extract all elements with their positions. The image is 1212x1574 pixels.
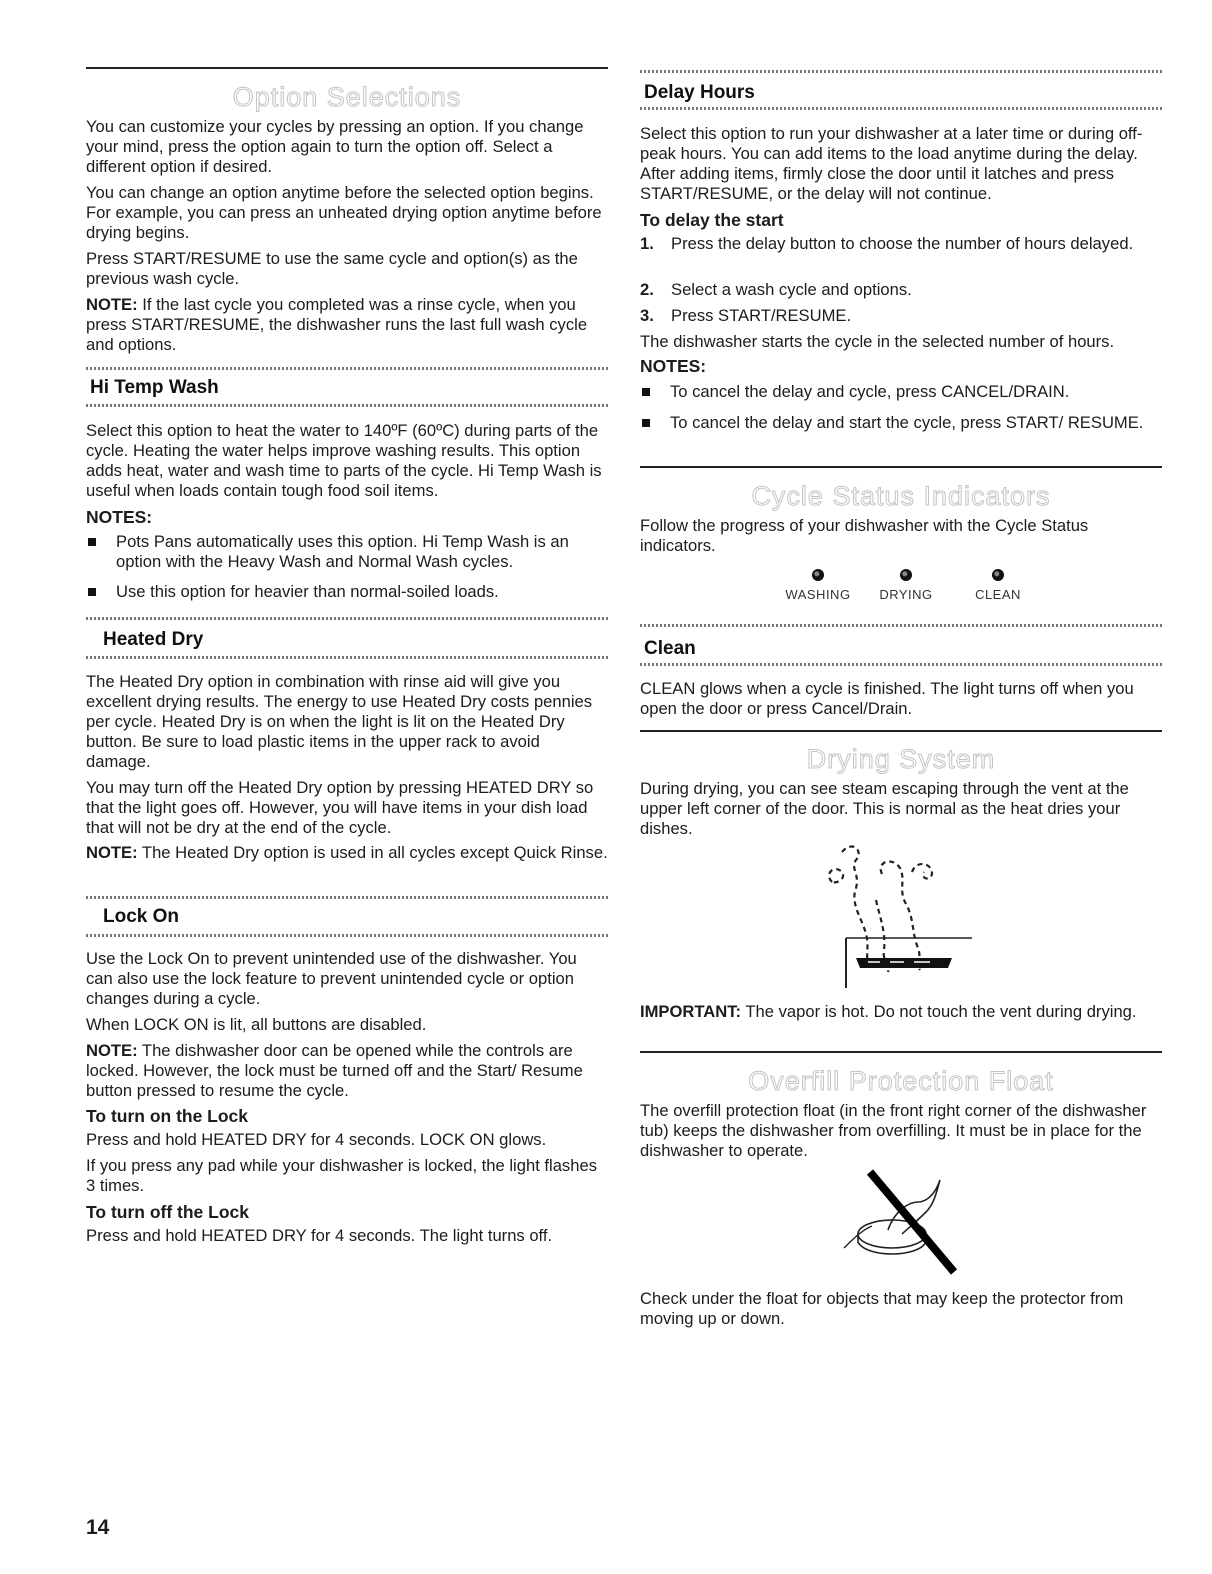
step-text: Press START/RESUME.	[671, 306, 852, 325]
option-selections-p3: Press START/RESUME to use the same cycle and option(s) as the previous wash cycle.	[86, 249, 578, 288]
delay-hours-p2: The dishwasher starts the cycle in the selected number of hours.	[640, 332, 1115, 351]
turn-on-lock-heading: To turn on the Lock	[86, 1106, 249, 1126]
heated-dry-p1: The Heated Dry option in combination with rinse aid will give you excellent drying results. The energy to use Heated Dry costs pennies per cycle. Heated Dry is on when the light is lit on the Heated Dry button. Be sure to load plastic items in the upper rack to avoid damage.	[86, 672, 593, 771]
step-number: 3.	[640, 306, 654, 325]
indicator-light-icon	[812, 569, 824, 581]
dotted-rule	[86, 896, 608, 899]
page-number: 14	[86, 1516, 110, 1539]
indicator-washing	[778, 569, 858, 602]
important-label: IMPORTANT:	[640, 1002, 742, 1021]
turn-on-lock-p2: If you press any pad while your dishwasher is locked, the light flashes 3 times.	[86, 1156, 597, 1195]
dotted-rule	[640, 107, 1162, 110]
bullet-square	[88, 588, 96, 596]
option-selections-note	[86, 295, 608, 355]
drying-system-p1: During drying, you can see steam escaping through the vent at the upper left corner of the door. This is normal as the heat dries your dishes.	[640, 779, 1129, 838]
lock-on-p2: When LOCK ON is lit, all buttons are disabled.	[86, 1015, 427, 1034]
lock-on-note	[86, 1041, 608, 1101]
delay-hours-p1: Select this option to run your dishwasher at a later time or during off-peak hours. You can add items to the load anytime during the delay. After adding items, firmly close the door until it latches and press START/RESUME, or the delay will not continue.	[640, 124, 1143, 203]
indicator-label: WASHING	[785, 587, 851, 602]
dotted-rule	[86, 617, 608, 620]
turn-off-lock-p1: Press and hold HEATED DRY for 4 seconds. The light turns off.	[86, 1226, 553, 1245]
clean-title: Clean	[644, 638, 696, 659]
heated-dry-title: Heated Dry	[103, 629, 204, 650]
note-text: If the last cycle you completed was a rinse cycle, when you press START/RESUME, the dishwasher runs the last full wash cycle and options.	[86, 295, 588, 354]
dotted-rule	[640, 663, 1162, 666]
lock-on-title: Lock On	[103, 906, 180, 927]
overfill-p2: Check under the float for objects that may keep the protector from moving up or down.	[640, 1289, 1124, 1328]
overfill-title: Overfill Protection Float	[748, 1066, 1054, 1096]
clean-p1: CLEAN glows when a cycle is finished. The light turns off when you open the door or press Cancel/Drain.	[640, 679, 1134, 718]
indicator-light-icon	[992, 569, 1004, 581]
step-number: 1.	[640, 234, 654, 253]
dotted-rule	[640, 70, 1162, 73]
option-selections-title: Option Selections	[232, 82, 462, 112]
note-text: The Heated Dry option is used in all cycles except Quick Rinse.	[137, 843, 608, 862]
turn-on-lock-p1: Press and hold HEATED DRY for 4 seconds. LOCK ON glows.	[86, 1130, 547, 1149]
bullet-text: To cancel the delay and start the cycle, press START/ RESUME.	[670, 413, 1144, 432]
hi-temp-notes-label: NOTES:	[86, 507, 153, 527]
option-selections-p1: You can customize your cycles by pressing an option. If you change your mind, press the option again to turn the option off. Select a different option if desired.	[86, 117, 584, 176]
indicator-light-icon	[900, 569, 912, 581]
drying-important	[640, 1002, 1162, 1022]
steam-vent-illustration	[820, 838, 980, 998]
option-selections-p2: You can change an option anytime before the selected option begins. For example, you can press an unheated drying option anytime before drying begins.	[86, 183, 602, 242]
lock-on-p1: Use the Lock On to prevent unintended use of the dishwasher. You can also use the lock feature to prevent unintended cycle or option changes during a cycle.	[86, 949, 577, 1008]
section-rule	[640, 1051, 1162, 1053]
dotted-rule	[86, 367, 608, 370]
cycle-status-p1: Follow the progress of your dishwasher with the Cycle Status indicators.	[640, 516, 1089, 555]
note-label: NOTE:	[86, 1041, 138, 1060]
bullet-square	[642, 419, 650, 427]
note-label: NOTE:	[86, 295, 138, 314]
section-rule	[640, 466, 1162, 468]
drying-system-title: Drying System	[806, 744, 996, 774]
bullet-square	[642, 388, 650, 396]
turn-off-lock-heading: To turn off the Lock	[86, 1202, 249, 1222]
bullet-text: Use this option for heavier than normal-soiled loads.	[116, 582, 499, 601]
step-text: Press the delay button to choose the number of hours delayed.	[671, 234, 1134, 253]
dotted-rule	[86, 934, 608, 937]
top-rule	[86, 67, 608, 69]
dotted-rule	[86, 656, 608, 659]
indicator-label: CLEAN	[975, 587, 1021, 602]
dotted-rule	[86, 404, 608, 407]
overfill-float-illustration	[836, 1168, 966, 1280]
indicator-label: DRYING	[879, 587, 933, 602]
note-label: NOTE:	[86, 843, 138, 862]
delay-notes-label: NOTES:	[640, 356, 707, 376]
heated-dry-note	[86, 843, 608, 863]
bullet-text: To cancel the delay and cycle, press CANCEL/DRAIN.	[670, 382, 1070, 401]
heated-dry-p2: You may turn off the Heated Dry option by pressing HEATED DRY so that the light goes off. However, you will have items in your dish load that will not be dry at the end of the cycle.	[86, 778, 594, 837]
section-rule	[640, 730, 1162, 732]
bullet-square	[88, 538, 96, 546]
hi-temp-wash-title: Hi Temp Wash	[90, 377, 219, 398]
cycle-status-title: Cycle Status Indicators	[751, 481, 1051, 511]
overfill-p1: The overfill protection float (in the front right corner of the dishwasher tub) keeps the dishwasher from overfilling. It must be in place for the dishwasher to operate.	[640, 1101, 1147, 1160]
indicator-clean	[958, 569, 1038, 602]
delay-start-heading: To delay the start	[640, 210, 784, 230]
step-number: 2.	[640, 280, 654, 299]
important-text: The vapor is hot. Do not touch the vent during drying.	[741, 1002, 1137, 1021]
dotted-rule	[640, 624, 1162, 627]
hi-temp-wash-p1: Select this option to heat the water to 140ºF (60ºC) during parts of the cycle. Heating the water helps improve washing results. This option adds heat, water and wash time to parts of the cycle. Hi Temp Wash is useful when loads contain tough food soil items.	[86, 421, 602, 500]
step-text: Select a wash cycle and options.	[671, 280, 912, 299]
note-text: The dishwasher door can be opened while the controls are locked. However, the lock must be turned off and the Start/ Resume button pressed to resume the cycle.	[86, 1041, 583, 1100]
bullet-text: Pots Pans automatically uses this option. Hi Temp Wash is an option with the Heavy Wash and Normal Wash cycles.	[116, 532, 569, 571]
delay-hours-title: Delay Hours	[644, 82, 755, 103]
indicator-drying	[866, 569, 946, 602]
